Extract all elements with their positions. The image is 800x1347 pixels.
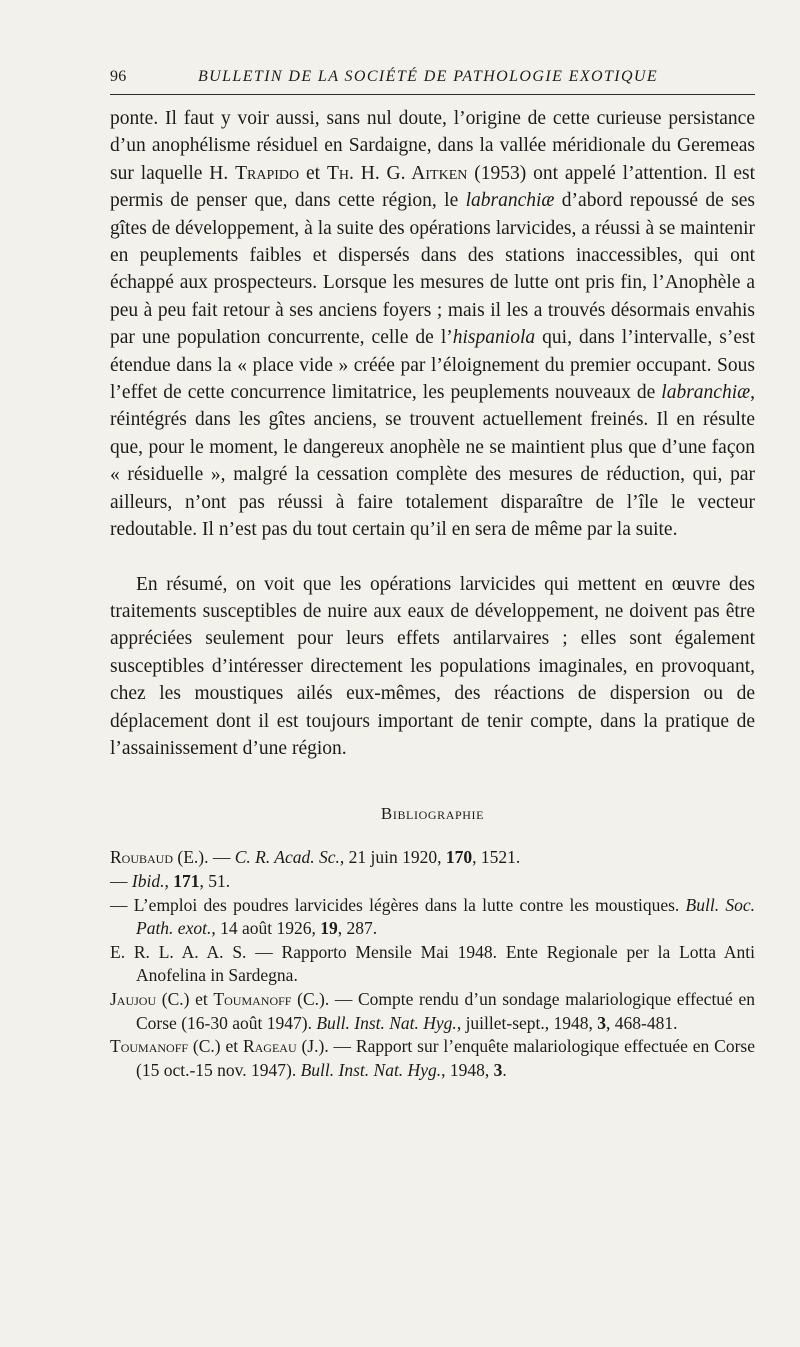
journal-reference: Bull. Soc. Path. exot. bbox=[136, 894, 755, 939]
text-run: qui, dans l’intervalle, s’est étendue dans la « place vide » créée par l’éloignement du premier occupant. Sous l’effet de cette concurrence limitatrice, les peuplements nouveaux de bbox=[110, 327, 755, 404]
bibliography-list bbox=[110, 846, 755, 1082]
text-run: d’abord repoussé de ses gîtes de développement, à la suite des opérations larvicides, a réussi à se maintenir en peuplements faibles et dispersés dans des stations inaccessibles, qui ont échappé aux prospecteurs. Lorsque les mesures de lutte ont pris fin, l’Anophèle a peu à peu fait retour à ses anciens foyers ; mais il les a trouvés désormais envahis par une population concurrente, celle de l’ bbox=[110, 190, 755, 349]
volume-number: 3 bbox=[493, 1059, 503, 1080]
text-run: (E.). — bbox=[173, 847, 235, 868]
author-name: Jaujou bbox=[110, 988, 157, 1009]
journal-reference: Bull. Inst. Nat. Hyg. bbox=[316, 1012, 457, 1033]
author-name: Toumanoff bbox=[110, 1036, 189, 1057]
text-run: — L’emploi des poudres larvicides légères dans la lutte contre les moustiques. bbox=[110, 894, 686, 915]
journal-reference: Ibid. bbox=[131, 870, 165, 891]
bibliography-entry: E. R. L. A. A. S. — Rapporto Mensile Mai 1948. Ente Regionale per la Lotta Anti Anofelina in Sardegna. bbox=[110, 941, 755, 986]
paragraph-1 bbox=[110, 105, 755, 544]
volume-number: 171 bbox=[173, 870, 200, 891]
text-run: (C.) et bbox=[156, 988, 214, 1009]
text-run: , 1521. bbox=[472, 847, 521, 868]
bibliography-entry bbox=[110, 870, 755, 894]
body-text bbox=[110, 105, 755, 762]
journal-reference: Bull. Inst. Nat. Hyg. bbox=[300, 1059, 442, 1080]
journal-reference: C. R. Acad. Sc. bbox=[234, 847, 340, 868]
text-run: , 51. bbox=[199, 870, 231, 891]
text-run: et bbox=[299, 162, 327, 184]
page bbox=[110, 68, 755, 1082]
author-name: Toumanoff bbox=[213, 988, 292, 1009]
text-run: , réintégrés dans les gîtes anciens, se trouvent actuellement freinés. Il en résulte que, pour le moment, le dangereux anophèle ne se maintient plus que d’une façon « résiduelle », malgré la cessation complète des mesures de réduction, qui, par ailleurs, n’ont pas réussi à faire totalement disparaître de l’île le vecteur redoutable. Il n’est pas du tout certain qu’il en sera de même par la suite. bbox=[110, 382, 755, 541]
text-run: , 14 août 1926, bbox=[211, 918, 321, 939]
paragraph-2: En résumé, on voit que les opérations larvicides qui mettent en œuvre des traitements susceptibles de nuire aux eaux de développement, ne doivent pas être appréciées seulement pour leurs effets antilarvaires ; elles sont également susceptibles d’intéresser directement les populations imaginales, en provoquant, chez les moustiques ailés eux-mêmes, des réactions de dispersion ou de déplacement dont il est toujours important de tenir compte, dans la pratique de l’assainissement d’une région. bbox=[110, 573, 755, 759]
bibliography-entry bbox=[110, 1035, 755, 1082]
text-run: (C.) et bbox=[188, 1036, 243, 1057]
author-name: Rageau bbox=[242, 1036, 297, 1057]
author-name: Th. H. G. Aitken bbox=[326, 162, 468, 184]
text-run: , 1948, bbox=[441, 1059, 494, 1080]
text-run: , bbox=[164, 870, 174, 891]
bibliography-entry bbox=[110, 894, 755, 941]
text-run: (C.). — Compte rendu d’un sondage malariologique effectué en Corse (16-30 août 1947). bbox=[136, 988, 755, 1033]
text-run: — bbox=[110, 870, 132, 891]
bibliography-heading: Bibliographie bbox=[380, 804, 485, 824]
running-head bbox=[110, 68, 755, 95]
author-name: Roubaud bbox=[110, 847, 174, 868]
text-run: , 287. bbox=[337, 918, 378, 939]
species-name: hispaniola bbox=[452, 327, 536, 349]
author-name: Trapido bbox=[235, 162, 300, 184]
text-run: , juillet-sept., 1948, bbox=[456, 1012, 598, 1033]
text-run: ponte. Il faut y voir aussi, sans nul doute, l’origine de cette curieuse persistance d’un anophélisme résiduel en Sardaigne, dans la vallée méridionale du Geremeas sur laquelle H. bbox=[110, 108, 755, 184]
text-run: . bbox=[502, 1059, 507, 1080]
text-run: , 468-481. bbox=[606, 1012, 678, 1033]
bibliography-entry bbox=[110, 846, 755, 870]
volume-number: 3 bbox=[597, 1012, 607, 1033]
page-number: 96 bbox=[110, 68, 127, 85]
text-run: (1953) ont appelé l’attention. Il est permis de penser que, dans cette région, le bbox=[110, 162, 755, 212]
text-run: , 21 juin 1920, bbox=[339, 847, 446, 868]
bibliography-entry bbox=[110, 988, 755, 1035]
volume-number: 170 bbox=[445, 847, 473, 868]
text-run: (J.). — Rapport sur l’enquête malariologique effectuée en Corse (15 oct.-15 nov. 1947). bbox=[136, 1036, 755, 1080]
volume-number: 19 bbox=[320, 918, 338, 939]
species-name: labranchiæ bbox=[465, 190, 555, 212]
journal-title: BULLETIN DE LA SOCIÉTÉ DE PATHOLOGIE EXOTIQUE bbox=[198, 68, 659, 85]
species-name: labranchiæ bbox=[661, 382, 751, 404]
